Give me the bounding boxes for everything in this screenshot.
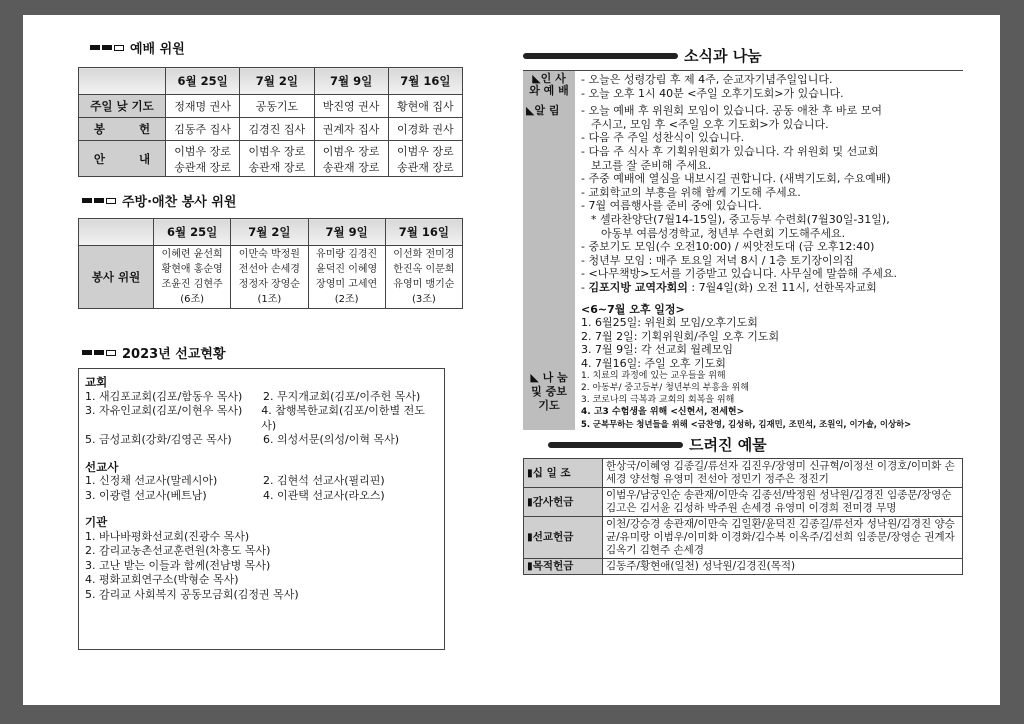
mission-box (78, 368, 445, 650)
kitchen-date: 7월 9일 (308, 219, 385, 246)
notice-item: - 7월 여름행사를 준비 중에 있습니다. (581, 199, 762, 213)
prayer-item: 1. 치료의 과정에 있는 교우들을 위해 (581, 371, 726, 382)
table-row (79, 141, 463, 177)
worship-date: 7월 16일 (388, 68, 462, 95)
prayer-item: 2. 아동부/ 중고등부/ 청년부의 부흥을 위해 (581, 383, 750, 394)
schedule-title: <6~7월 오후 일정> (581, 302, 685, 316)
table-cell: 김동주 집사 (166, 118, 240, 141)
notice-item: - 다음 주 주일 성찬식이 있습니다. (581, 131, 745, 145)
news-line: - 김포지방 교역자회의 : 7월4일(화) 오전 11시, 선한목자교회 (581, 280, 877, 294)
worship-date: 7월 9일 (314, 68, 388, 95)
right-column (523, 45, 963, 575)
table-row (79, 246, 463, 309)
notice-item: - 교회학교의 부흥을 위해 함께 기도해 주세요. (581, 185, 801, 199)
offering-type: ▮감사헌금 (524, 488, 603, 517)
list-item: 1. 바나바평화선교회(진광수 목사) (85, 529, 250, 543)
title-bar-decoration (548, 442, 683, 448)
prayer-item: 3. 코로나의 극복과 교회의 회복을 위해 (581, 395, 735, 406)
notice-list (581, 104, 963, 281)
table-cell: 김경진 집사 (240, 118, 314, 141)
list-item: 2. 감리교농촌선교훈련원(차흥도 목사) (85, 544, 271, 557)
table-cell: 이경화 권사 (388, 118, 462, 141)
left-column (78, 30, 498, 650)
schedule-item: 3. 7월 9일: 각 선교회 월례모임 (581, 343, 733, 357)
worship-date: 7월 2일 (240, 68, 314, 95)
kitchen-date: 7월 2일 (231, 219, 308, 246)
table-cell: 이혜련 윤선희 황현애 홍순영 조윤진 김현주 (6조) (154, 246, 231, 309)
prayer-item: 4. 고3 수험생을 위해 <신현서, 전세현> (581, 407, 745, 418)
worship-table (78, 67, 463, 177)
kitchen-section-title: 주방·애찬 봉사 위원 (82, 191, 498, 210)
table-cell: 유미랑 김경진 윤덕진 이혜영 장영미 고세연 (2조) (308, 246, 385, 309)
offering-names: 이범우/남궁인순 송관재/이만숙 김종선/박정원 성낙원/김경진 임종문/장영순 김고은 김서윤 김성하 박주원 손세경 유영미 이경희 전미경 무명 (603, 488, 963, 517)
mission-section-title: 2023년 선교현황 (82, 343, 498, 362)
table-cell: 정재명 권사 (166, 95, 240, 118)
section-marks-icon (82, 350, 116, 356)
schedule-item: 2. 7월 2일: 기획위원회/주일 오후 기도회 (581, 329, 780, 343)
table-cell: 공동기도 (240, 95, 314, 118)
table-row (79, 118, 463, 141)
prayer-item: 5. 군복무하는 청년들을 위해 <금찬영, 김성하, 김재민, 조민석, 조원익, 이가솔, 이상하> (581, 419, 912, 430)
news-block (523, 70, 963, 430)
notice-item: - 주중 예배에 열심을 내보시길 권합니다. (새벽기도회, 수요예배) (581, 172, 891, 186)
offering-section-title: 드려진 예물 (523, 434, 963, 455)
title-bar-decoration (523, 53, 678, 59)
table-cell: 황현애 집사 (388, 95, 462, 118)
table-row (79, 95, 463, 118)
kitchen-table (78, 218, 463, 309)
news-line: - 오늘은 성령강림 후 제 4주, 순교자기념주일입니다. (581, 73, 833, 86)
notice-item: * 셀라찬양단(7월14-15일), 중고등부 수련회(7월30일-31일), (591, 212, 890, 226)
worship-date: 6월 25일 (166, 68, 240, 95)
news-line: - 오늘 오후 1시 40분 <주일 오후기도회>가 있습니다. (581, 86, 844, 100)
greet-label: ◣인 사 와 예 배 (523, 71, 575, 100)
offering-type: ▮십 일 조 (524, 459, 603, 488)
notice-item: - <나무책방>도서를 기증받고 있습니다. 사무실에 말씀해 주세요. (581, 267, 898, 281)
org-group-label: 기관 (85, 515, 108, 529)
notice-item: - 오늘 예배 후 위원회 모임이 있습니다. 공동 애찬 후 바로 모여 (581, 104, 882, 118)
list-item: 3. 이광렬 선교사(베트남) 4. 이관택 선교사(라오스) (85, 488, 385, 502)
notice-item: 주시고, 모임 후 <주일 오후 기도회>가 있습니다. (591, 117, 829, 131)
church-group-label: 교회 (85, 375, 108, 389)
row-role: 봉사 위원 (79, 246, 154, 309)
diagonal-header-cell (79, 219, 154, 246)
table-cell: 이선화 전미경 한진옥 이문희 유영미 맹기순 (3조) (385, 246, 462, 309)
section-marks-icon (90, 45, 124, 51)
list-item: 1. 신정채 선교사(말레시아) 2. 김현석 선교사(필리핀) (85, 474, 385, 487)
news-section-title: 소식과 나눔 (523, 45, 963, 66)
schedule-item: 4. 7월16일: 주일 오후 기도회 (581, 356, 726, 370)
notice-content (575, 100, 963, 370)
prayer-label: ◣ 나 눔 및 중보기도 (523, 370, 575, 430)
table-cell: 이만숙 박정원 전선아 손세경 정정자 장영순 (1조) (231, 246, 308, 309)
table-cell: 이범우 장로 송관재 장로 (166, 141, 240, 177)
offering-type: ▮선교헌금 (524, 517, 603, 559)
list-item: 5. 금성교회(강화/김영곤 목사) 6. 의성서문(의성/이혁 목사) (85, 433, 400, 446)
offering-names: 한상국/이혜영 김종길/류선자 김진우/장영미 신규혁/이정선 이경호/이미화 손세경 양선형 유영미 전선아 정민기 정주은 정진기 (603, 459, 963, 488)
row-role: 안 내 (79, 141, 166, 177)
notice-label: ◣알 림 (523, 100, 575, 370)
worship-section-title: 예배 위원 (90, 38, 498, 57)
list-item: 5. 감리교 사회복지 공동모금회(김정권 목사) (85, 587, 299, 601)
table-cell: 이범우 장로 송관재 장로 (240, 141, 314, 177)
notice-item: 보고를 잘 준비해 주세요. (591, 158, 712, 172)
offering-table (523, 458, 963, 575)
notice-item: - 중보기도 모임(수 오전10:00) / 씨앗전도대 (금 오후12:40) (581, 240, 875, 254)
notice-item: - 청년부 모임 : 매주 토요일 저녁 8시 / 1층 토기장이의집 (581, 253, 854, 267)
table-cell: 이범우 장로 송관재 장로 (388, 141, 462, 177)
table-row (524, 559, 963, 575)
list-item: 4. 평화교회연구소(박형순 목사) (85, 573, 239, 586)
list-item: 3. 자유인교회(김포/이현우 목사) 4. 참행복한교회(김포/이한별 전도사) (85, 404, 425, 432)
missionary-group-label: 선교사 (85, 459, 119, 474)
table-cell: 이범우 장로 송관재 장로 (314, 141, 388, 177)
row-role: 주일 낮 기도 (79, 95, 166, 118)
diagonal-header-cell (79, 68, 166, 95)
offering-type: ▮목적헌금 (524, 559, 603, 575)
notice-item: - 다음 주 식사 후 기획위원회가 있습니다. 각 위원회 및 선교회 (581, 144, 879, 158)
table-row (524, 459, 963, 488)
bulletin-page (23, 15, 1000, 705)
list-item: 1. 새김포교회(김포/함동우 목사) 2. 무지개교회(김포/이주헌 목사) (85, 389, 421, 403)
prayer-content (575, 370, 963, 430)
offering-names: 김동주/황현애(일천) 성낙원/김경진(목적) (603, 559, 963, 575)
kitchen-date: 7월 16일 (385, 219, 462, 246)
offering-names: 이천/강승경 송관재/이만숙 김일환/윤덕진 김종길/류선자 성낙원/김경진 양승균/유미랑 이범우/이미화 이경화/김수복 이옥주/김선희 임종문/장영순 권계자 김옥기 김현주 손세경 (603, 517, 963, 559)
kitchen-date: 6월 25일 (154, 219, 231, 246)
list-item: 3. 고난 받는 이들과 함께(전남병 목사) (85, 558, 271, 572)
section-marks-icon (82, 198, 116, 204)
table-cell: 권계자 집사 (314, 118, 388, 141)
table-row (524, 517, 963, 559)
notice-item: 아동부 여름성경학교, 청년부 수련회 기도해주세요. (601, 226, 846, 240)
table-cell: 박진영 권사 (314, 95, 388, 118)
schedule-item: 1. 6월25일: 위원회 모임/오후기도회 (581, 316, 758, 330)
greet-content (575, 71, 963, 100)
table-row (524, 488, 963, 517)
row-role: 봉 헌 (79, 118, 166, 141)
